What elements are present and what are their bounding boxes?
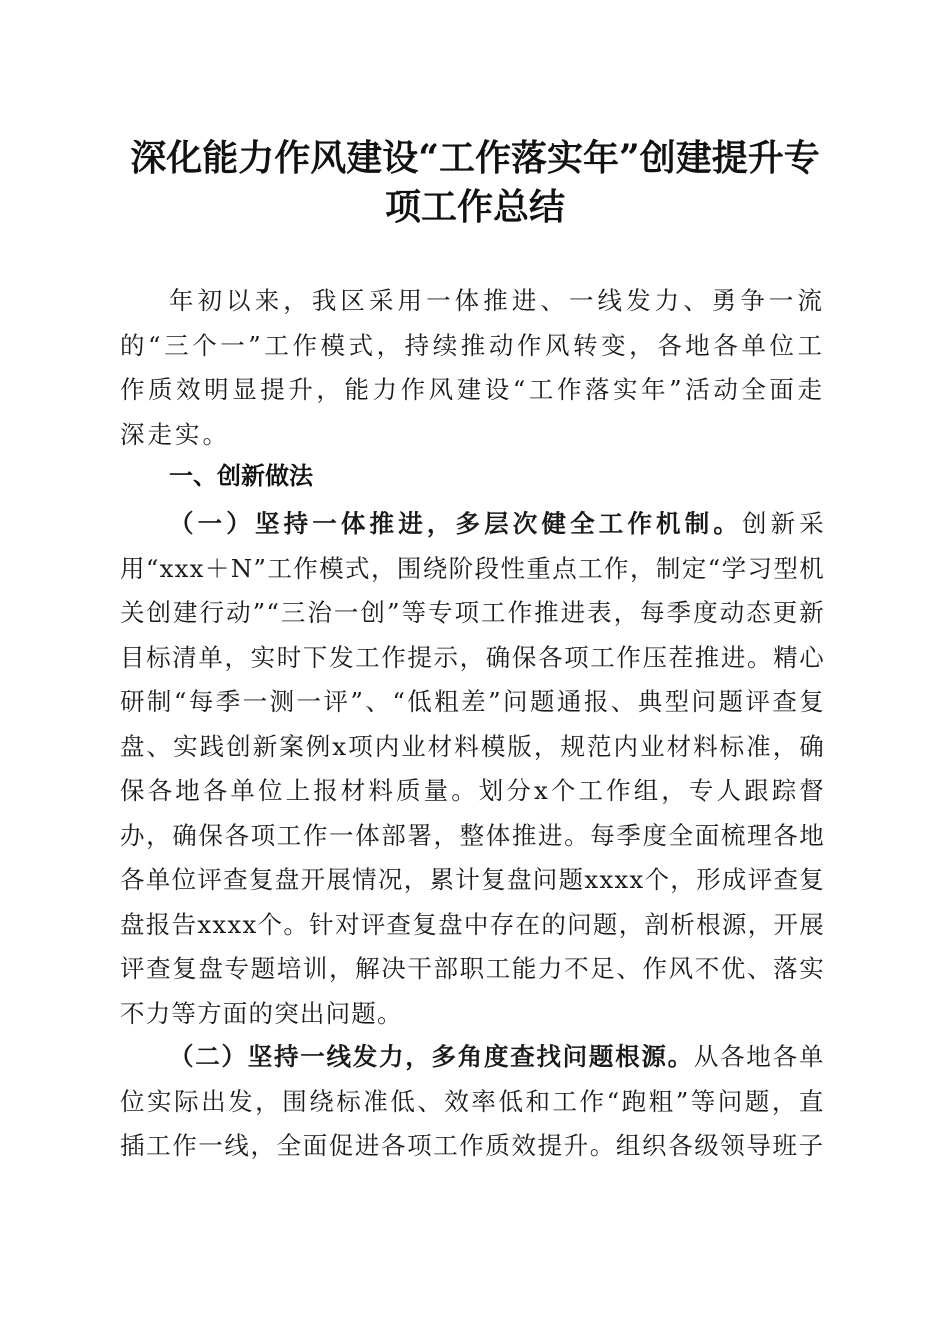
item-1-lead: （一）坚持一体推进，多层次健全工作机制。 [169, 509, 742, 538]
item-1-paragraph [120, 502, 825, 1036]
item-2-paragraph [120, 1035, 825, 1169]
item-2-body: 从各地各单位实际出发，围绕标准低、效率低和工作“跑粗”等问题，直插工作一线，全面促进各项工作质效提升。组织各级领导班子 [120, 1042, 826, 1160]
document-title-line-2: 项工作总结 [384, 186, 565, 228]
section-heading-innovation: 一、创新做法 [169, 462, 313, 490]
item-1-body: 创新采用“xxx＋N”工作模式，围绕阶段性重点工作，制定“学习型机关创建行动”“三治一创”等专项工作推进表，每季度动态更新目标清单，实时下发工作提示，确保各项工作压茬推进。精心研制“每季一测一评”、“低粗差”问题通报、典型问题评查复盘、实践创新案例x项内业材料模版，规范内业材料标准，确保各地各单位上报材料质量。划分x个工作组，专人跟踪督办，确保各项工作一体部署，整体推进。每季度全面梳理各地各单位评查复盘开展情况，累计复盘问题xxxx个，形成评查复盘报告xxxx个。针对评查复盘中存在的问题，剖析根源，开展评查复盘专题培训，解决干部职工能力不足、作风不优、落实不力等方面的突出问题。 [120, 509, 825, 1028]
intro-paragraph: 年初以来，我区采用一体推进、一线发力、勇争一流的“三个一”工作模式，持续推动作风转变，各地各单位工作质效明显提升，能力作风建设“工作落实年”活动全面走深走实。 [120, 286, 825, 449]
document-title-line-1: 深化能力作风建设“工作落实年”创建提升专 [130, 137, 820, 179]
item-2-lead: （二）坚持一线发力，多角度查找问题根源。 [169, 1042, 694, 1071]
